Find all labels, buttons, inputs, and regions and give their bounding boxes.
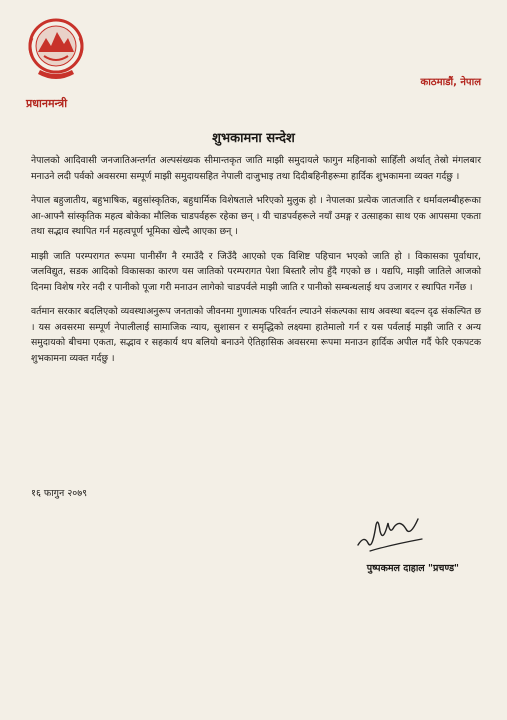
office-title: प्रधानमन्त्री xyxy=(26,97,68,110)
paragraph-1: नेपालको आदिवासी जनजातिअन्तर्गत अल्पसंख्यक सीमान्तकृत जाति माझी समुदायले फागुन महिनाको साहिँली अर्थात् तेस्रो मंगलबार मनाउने लदी पर्वको अवसरमा सम्पूर्ण माझी समुदायसहित नेपाली दाजुभाइ तथा दिदीबहिनीहरूमा हार्दिक शुभकामना व्यक्त गर्दछु । xyxy=(31,155,481,182)
signer-name: पुष्पकमल दाहाल "प्रचण्ड" xyxy=(366,563,459,574)
nepal-emblem-icon xyxy=(24,16,88,86)
handwritten-signature-icon xyxy=(350,505,430,555)
place-label: काठमाडौं, नेपाल xyxy=(420,77,481,88)
paragraph-4: वर्तमान सरकार बदलिएको व्यवस्थाअनुरूप जनताको जीवनमा गुणात्मक परिवर्तन ल्याउने संकल्पका साथ अवस्था बदल्न दृढ संकल्पित छ । यस अवसरमा सम्पूर्ण नेपालीलाई सामाजिक न्याय, सुशासन र समृद्धिको लक्ष्यमा हातेमालो गर्न र यस पर्वलाई माझी जाति र अन्य समुदायको बीचमा एकता, सद्भाव र सहकार्य थप बलियो बनाउने ऐतिहासिक अवसरमा रूपमा मनाउन हार्दिक अपील गर्दै फेरि एकपटक शुभकामना व्यक्त गर्दछु । xyxy=(31,306,481,364)
letter-body xyxy=(31,153,481,375)
letter-date: १६ फागुन २०७९ xyxy=(31,488,88,499)
paragraph-3: माझी जाति परम्परागत रूपमा पानीसँग नै रमाउँदै र जिउँदै आएको एक विशिष्ट पहिचान भएको जाति हो । विकासका पूर्वाधार, जलविद्युत, सडक आदिको विकासका कारण यस जातिको परम्परागत पेशा बिस्तारै लोप हुँदै गएको छ । यद्यपि, माझी जातिले आजको दिनमा विशेष गरेर नदी र पानीको पूजा गरी मनाउन लागेको चाडपर्वले माझी जाति र पानीको सम्बन्धलाई थप उजागर र स्थापित गर्नेछ । xyxy=(31,250,481,293)
paragraph-2: नेपाल बहुजातीय, बहुभाषिक, बहुसांस्कृतिक, बहुधार्मिक विशेषताले भरिएको मुलुक हो । नेपालका प्रत्येक जातजाति र धर्मावलम्बीहरूका आ-आफ्नै सांस्कृतिक महत्व बोकेका मौलिक चाडपर्वहरू रहेका छन् । यी चाडपर्वहरूले नयाँ उमङ्ग र उत्साहका साथ एक आपसमा एकता तथा सद्भाव स्थापित गर्न महत्वपूर्ण भूमिका खेल्दै आएका छन् । xyxy=(31,195,481,237)
letter-title: शुभकामना सन्देश xyxy=(212,131,295,146)
